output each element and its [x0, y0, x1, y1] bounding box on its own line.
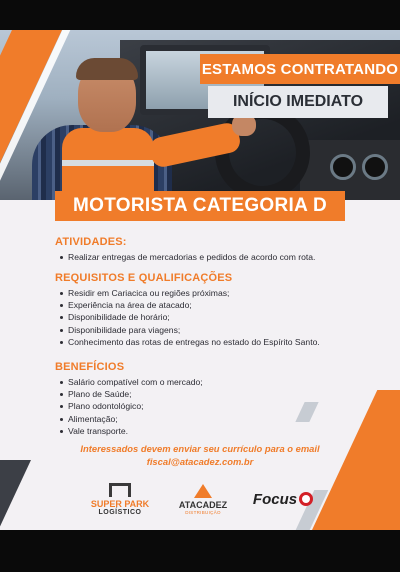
list-item: Plano de Saúde; [55, 388, 203, 400]
focus-logo [248, 475, 318, 523]
section-beneficios [55, 361, 203, 437]
superpark-mark-icon [109, 483, 131, 497]
job-poster [0, 30, 400, 530]
hiring-banner: ESTAMOS CONTRATANDO [200, 54, 400, 84]
focus-name: Focus [252, 490, 298, 508]
section-requisitos [55, 272, 320, 348]
driver-hair [76, 58, 138, 80]
section-heading: BENEFÍCIOS [55, 361, 125, 373]
section-heading: REQUISITOS E QUALIFICAÇÕES [55, 272, 233, 284]
section-atividades [55, 236, 315, 263]
gauge-icon [362, 154, 388, 180]
sponsor-logos [80, 475, 320, 523]
vest-reflective-stripe [62, 160, 154, 166]
start-banner: INÍCIO IMEDIATO [208, 86, 388, 118]
section-heading: ATIVIDADES: [55, 236, 127, 248]
decorative-dark-stripe [0, 460, 31, 530]
decorative-gray-stripe [295, 402, 318, 422]
contact-email[interactable]: fiscal@atacadez.com.br [146, 456, 254, 467]
list-item: Experiência na área de atacado; [55, 299, 320, 311]
list-item: Conhecimento das rotas de entregas no estado do Espírito Santo. [55, 336, 320, 348]
atacadez-logo [168, 475, 238, 523]
atacadez-name: ATACADEZ [178, 499, 228, 510]
atacadez-sub: DISTRIBUIÇÃO [185, 509, 221, 515]
gauge-icon [330, 154, 356, 180]
list-item: Residir em Cariacica ou regiões próximas; [55, 287, 320, 299]
superpark-name: SUPER PARK [90, 498, 150, 509]
atacadez-mark-icon [194, 484, 212, 498]
superpark-sub: LOGÍSTICO [98, 508, 142, 516]
list-item: Realizar entregas de mercadorias e pedidos de acordo com rota. [55, 251, 315, 263]
superpark-logo [80, 475, 160, 523]
contact-instruction: Interessados devem enviar seu currículo para o email [80, 443, 320, 454]
top-black-bar [0, 0, 400, 30]
list-item: Disponibilidade para viagens; [55, 324, 320, 336]
list-item: Vale transporte. [55, 425, 203, 437]
focus-mark-icon [299, 492, 313, 506]
contact-info [40, 442, 360, 468]
bottom-black-bar [0, 530, 400, 572]
list-item: Disponibilidade de horário; [55, 311, 320, 323]
list-item: Alimentação; [55, 413, 203, 425]
list-item: Salário compatível com o mercado; [55, 376, 203, 388]
list-item: Plano odontológico; [55, 400, 203, 412]
job-title: MOTORISTA CATEGORIA D [55, 191, 345, 221]
